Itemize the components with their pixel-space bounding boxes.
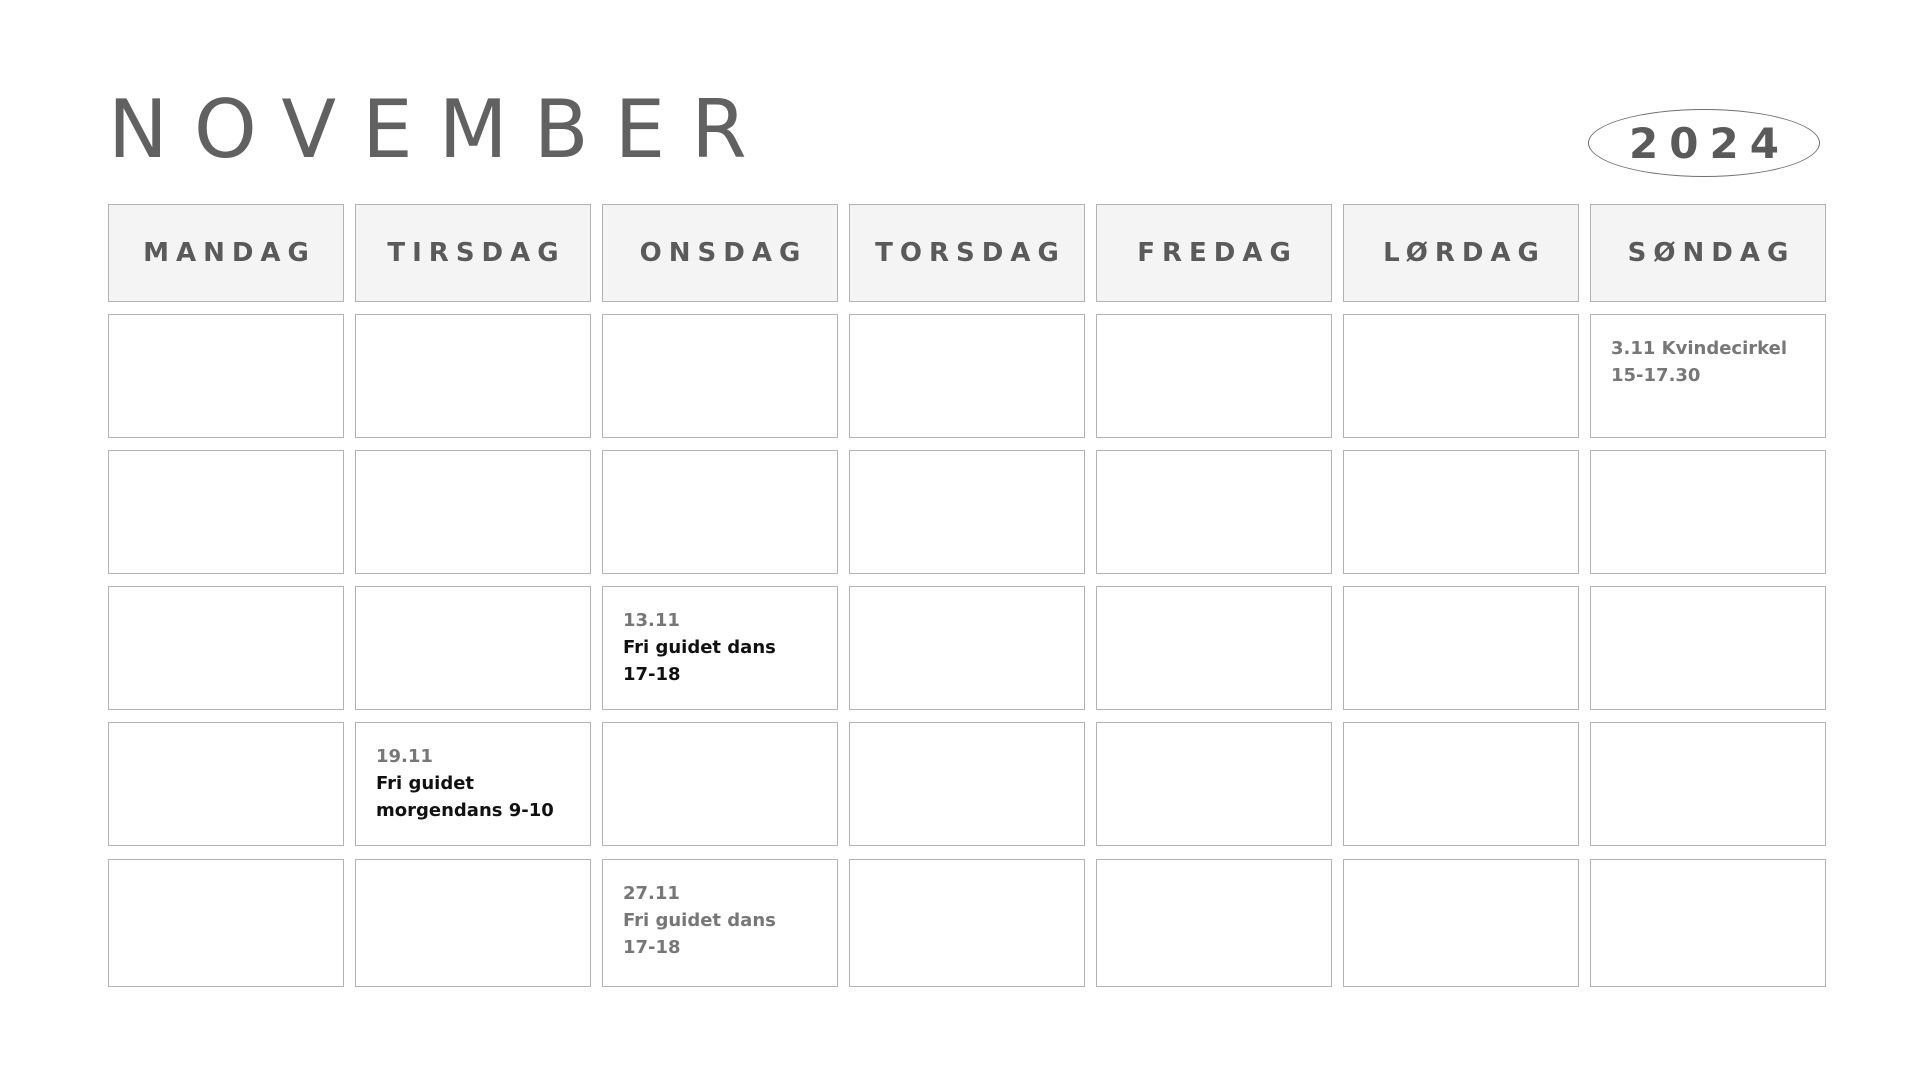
day-cell (355, 859, 591, 987)
day-cell (1343, 450, 1579, 574)
event-title: 3.11 Kvindecirkel (1611, 338, 1788, 359)
day-cell (355, 314, 591, 438)
day-cell (108, 450, 344, 574)
event-time: 15-17.30 (1611, 365, 1701, 386)
day-cell (602, 450, 838, 574)
event-time: morgendans 9-10 (376, 800, 554, 821)
day-cell (1590, 586, 1826, 710)
day-cell (849, 314, 1085, 438)
event-title: Fri guidet (376, 773, 475, 794)
day-cell-event (355, 722, 591, 846)
day-cell (602, 722, 838, 846)
day-cell (849, 450, 1085, 574)
month-title: NOVEMBER (108, 83, 773, 176)
day-cell (1590, 722, 1826, 846)
day-cell (1343, 314, 1579, 438)
day-cell (849, 859, 1085, 987)
weekday-header-lordag: LØRDAG (1343, 204, 1579, 302)
day-cell (108, 314, 344, 438)
day-cell (849, 722, 1085, 846)
day-cell (602, 314, 838, 438)
day-cell-event (1590, 314, 1826, 438)
weekday-header-tirsdag: TIRSDAG (355, 204, 591, 302)
day-cell (1590, 450, 1826, 574)
event-morgendans-19 (376, 743, 580, 824)
event-title: Fri guidet dans (623, 637, 776, 658)
day-cell (1096, 859, 1332, 987)
day-cell (849, 586, 1085, 710)
event-fri-guidet-dans-27 (623, 880, 827, 961)
year-badge: 2024 (1588, 109, 1820, 177)
weekday-header-fredag: FREDAG (1096, 204, 1332, 302)
day-cell-event (602, 586, 838, 710)
weekday-header-onsdag: ONSDAG (602, 204, 838, 302)
day-cell (355, 586, 591, 710)
event-date: 27.11 (623, 883, 680, 904)
event-time: 17-18 (623, 937, 681, 958)
day-cell-event (602, 859, 838, 987)
day-cell (1343, 586, 1579, 710)
day-cell (108, 722, 344, 846)
day-cell (1096, 722, 1332, 846)
day-cell (1096, 586, 1332, 710)
day-cell (108, 586, 344, 710)
event-fri-guidet-dans-13 (623, 607, 827, 688)
day-cell (1096, 450, 1332, 574)
event-date: 13.11 (623, 610, 680, 631)
event-date: 19.11 (376, 746, 433, 767)
weekday-header-mandag: MANDAG (108, 204, 344, 302)
day-cell (108, 859, 344, 987)
day-cell (1343, 859, 1579, 987)
event-title: Fri guidet dans (623, 910, 776, 931)
day-cell (1343, 722, 1579, 846)
day-cell (1096, 314, 1332, 438)
day-cell (1590, 859, 1826, 987)
day-cell (355, 450, 591, 574)
weekday-header-torsdag: TORSDAG (849, 204, 1085, 302)
weekday-header-sondag: SØNDAG (1590, 204, 1826, 302)
event-kvindecirkel (1611, 335, 1815, 389)
event-time: 17-18 (623, 664, 681, 685)
